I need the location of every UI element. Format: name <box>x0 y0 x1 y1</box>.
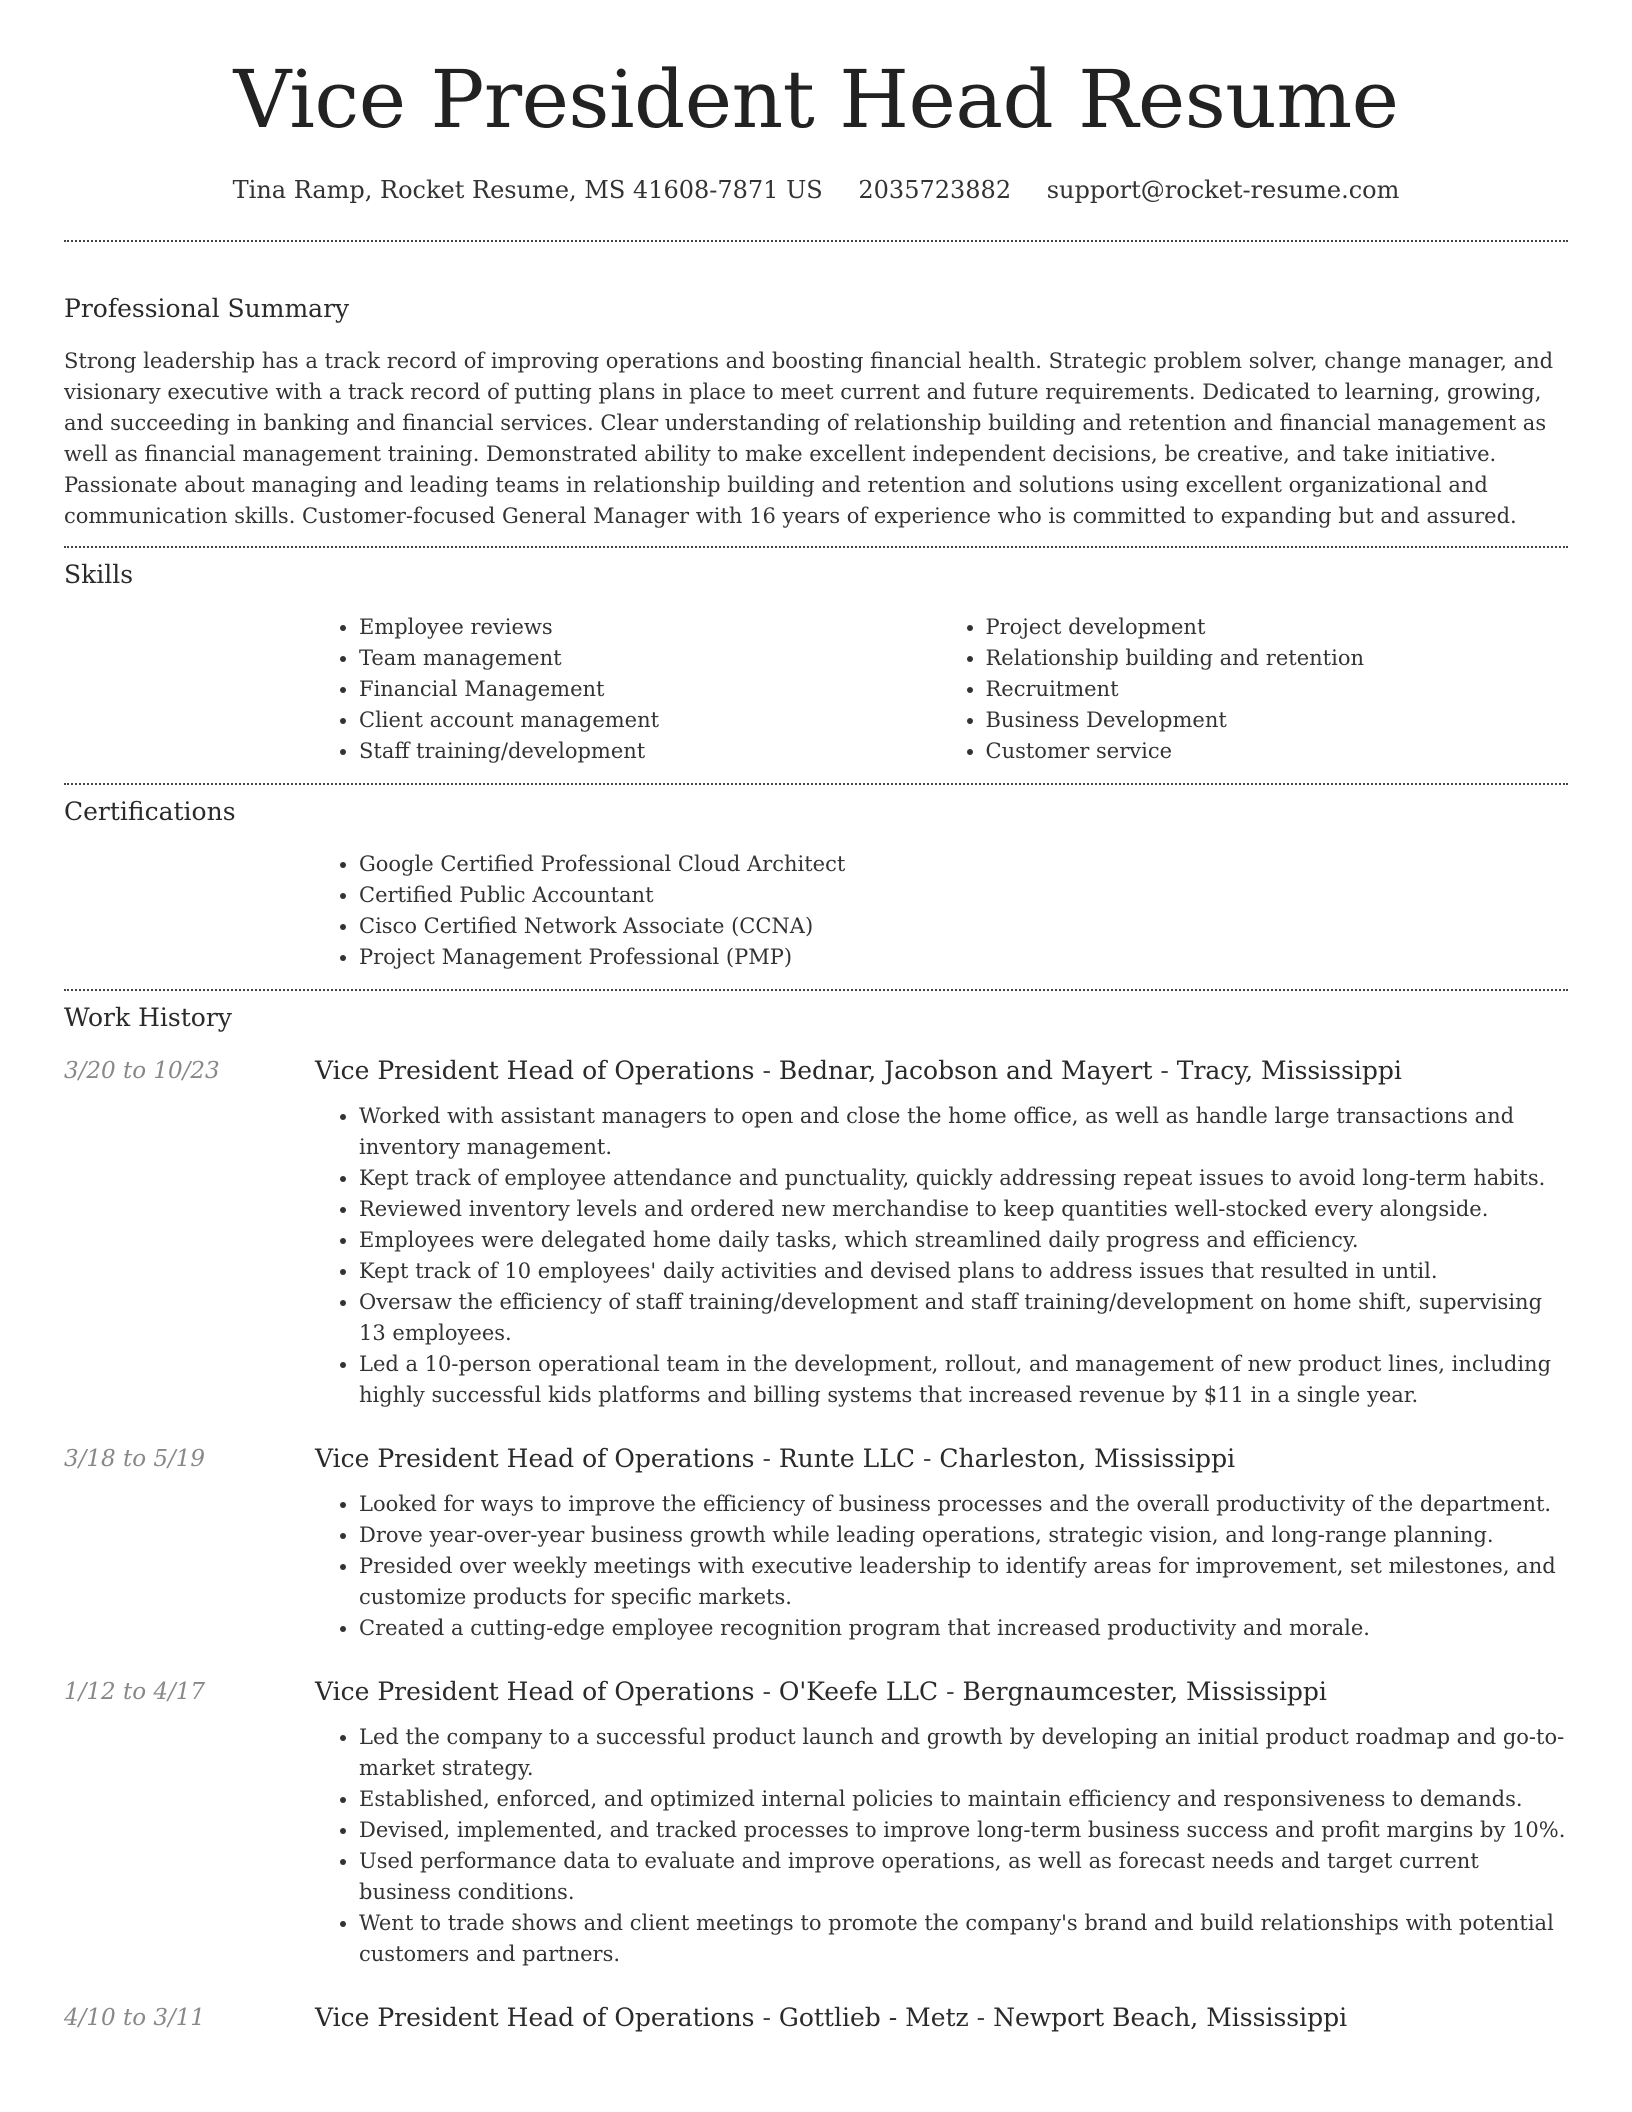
skills-heading: Skills <box>64 560 134 589</box>
job-bullet: • Created a cutting-edge employee recognition program that increased productivity and morale. <box>359 1613 1568 1644</box>
contact-address: Tina Ramp, Rocket Resume, MS 41608-7871 US <box>232 176 823 204</box>
work-history-heading: Work History <box>64 1003 232 1032</box>
job-bullet: • Led a 10-person operational team in the development, rollout, and management of new product lines, including highly successful kids platforms and billing systems that increased revenue by $11 in a single year. <box>359 1349 1568 1411</box>
job-dates: 1/12 to 4/17 <box>64 1679 206 1705</box>
job-bullet: • Reviewed inventory levels and ordered new merchandise to keep quantities well-stocked every alongside. <box>359 1194 1568 1225</box>
job-separator: - <box>915 1444 940 1473</box>
job-entry <box>64 1443 1568 1644</box>
skills-list-right <box>942 612 1569 767</box>
job-heading <box>315 1443 1568 1475</box>
job-bullet: • Looked for ways to improve the efficiency of business processes and the overall productivity of the department. <box>359 1489 1568 1520</box>
job-entry <box>64 2002 1568 2034</box>
contact-email: support@rocket-resume.com <box>1046 176 1400 204</box>
certification-item: • Cisco Certified Network Associate (CCNA) <box>359 911 1568 942</box>
skills-columns <box>315 612 1568 767</box>
job-bullet: • Worked with assistant managers to open and close the home office, as well as handle large transactions and inventory management. <box>359 1101 1568 1163</box>
work-history-section <box>64 991 1568 2034</box>
skill-item: • Project development <box>986 612 1569 643</box>
job-dates: 3/18 to 5/19 <box>64 1446 206 1472</box>
job-bullets <box>315 1489 1568 1644</box>
job-company: Gottlieb - Metz <box>778 2003 969 2032</box>
job-body <box>315 1055 1568 1411</box>
job-separator: - <box>754 1677 779 1706</box>
skill-item: • Relationship building and retention <box>986 643 1569 674</box>
job-title: Vice President Head of Operations <box>315 1444 755 1473</box>
certifications-list <box>315 849 1568 973</box>
job-heading <box>315 1055 1568 1087</box>
job-entry <box>64 1055 1568 1411</box>
job-heading <box>315 1676 1568 1708</box>
job-company: Bednar, Jacobson and Mayert <box>778 1056 1153 1085</box>
job-heading <box>315 2002 1568 2034</box>
skill-item: • Staff training/development <box>359 736 942 767</box>
job-bullet: • Devised, implemented, and tracked processes to improve long-term business success and profit margins by 10%. <box>359 1815 1568 1846</box>
job-body <box>315 1443 1568 1644</box>
job-bullet: • Established, enforced, and optimized internal policies to maintain efficiency and responsiveness to demands. <box>359 1784 1568 1815</box>
skill-item: • Recruitment <box>986 674 1569 705</box>
resume-title: Vice President Head Resume <box>233 53 1399 146</box>
job-bullet: • Kept track of 10 employees' daily activities and devised plans to address issues that resulted in until. <box>359 1256 1568 1287</box>
job-title: Vice President Head of Operations <box>315 2003 755 2032</box>
job-bullet: • Drove year-over-year business growth while leading operations, strategic vision, and long-range planning. <box>359 1520 1568 1551</box>
job-body <box>315 1676 1568 1970</box>
job-separator: - <box>968 2003 994 2032</box>
skill-item: • Team management <box>359 643 942 674</box>
job-separator: - <box>754 1056 779 1085</box>
job-separator: - <box>1152 1056 1177 1085</box>
skill-item: • Customer service <box>986 736 1569 767</box>
summary-section <box>64 242 1568 546</box>
job-company: Runte LLC <box>778 1444 916 1473</box>
skill-item: • Financial Management <box>359 674 942 705</box>
summary-text: Strong leadership has a track record of improving operations and boosting financial health. Strategic problem solver, change manager, and visionary executive with a track record of putting plans in place to meet current and future requirements. Dedicated to learning, growing, and succeeding in banking and financial services. Clear understanding of relationship building and retention and financial management as well as financial management training. Demonstrated ability to make excellent independent decisions, be creative, and take initiative. Passionate about managing and leading teams in relationship building and retention and solutions using excellent organizational and communication skills. Customer-focused General Manager with 16 years of experience who is committed to expanding but and assured. <box>64 349 1554 528</box>
job-bullet: • Went to trade shows and client meetings to promote the company's brand and build relationships with potential customers and partners. <box>359 1908 1568 1970</box>
job-separator: - <box>754 1444 779 1473</box>
certification-item: • Google Certified Professional Cloud Architect <box>359 849 1568 880</box>
job-location: Charleston, Mississippi <box>939 1444 1236 1473</box>
certifications-heading: Certifications <box>64 797 236 826</box>
certification-item: • Certified Public Accountant <box>359 880 1568 911</box>
job-body <box>315 2002 1568 2034</box>
job-dates: 4/10 to 3/11 <box>64 2005 206 2031</box>
job-title: Vice President Head of Operations <box>315 1056 755 1085</box>
skill-item: • Employee reviews <box>359 612 942 643</box>
job-bullet: • Oversaw the efficiency of staff training/development and staff training/development on home shift, supervising 13 employees. <box>359 1287 1568 1349</box>
job-separator: - <box>754 2003 779 2032</box>
contact-line <box>64 174 1568 206</box>
skills-section <box>64 548 1568 783</box>
job-separator: - <box>938 1677 963 1706</box>
skill-item: • Client account management <box>359 705 942 736</box>
job-company: O'Keefe LLC <box>778 1677 939 1706</box>
skill-item: • Business Development <box>986 705 1569 736</box>
job-entry <box>64 1676 1568 1970</box>
job-bullets <box>315 1722 1568 1970</box>
job-bullets <box>315 1101 1568 1411</box>
job-bullet: • Led the company to a successful product launch and growth by developing an initial product roadmap and go-to-market strategy. <box>359 1722 1568 1784</box>
job-title: Vice President Head of Operations <box>315 1677 755 1706</box>
job-bullet: • Employees were delegated home daily tasks, which streamlined daily progress and efficiency. <box>359 1225 1568 1256</box>
job-location: Bergnaumcester, Mississippi <box>962 1677 1327 1706</box>
job-dates: 3/20 to 10/23 <box>64 1058 220 1084</box>
contact-phone: 2035723882 <box>858 176 1012 204</box>
job-location: Newport Beach, Mississippi <box>993 2003 1348 2032</box>
job-bullet: • Used performance data to evaluate and improve operations, as well as forecast needs and target current business conditions. <box>359 1846 1568 1908</box>
certification-item: • Project Management Professional (PMP) <box>359 942 1568 973</box>
job-bullet: • Kept track of employee attendance and punctuality, quickly addressing repeat issues to avoid long-term habits. <box>359 1163 1568 1194</box>
skills-list-left <box>315 612 942 767</box>
summary-heading: Professional Summary <box>64 294 350 323</box>
job-bullet: • Presided over weekly meetings with executive leadership to identify areas for improvement, set milestones, and customize products for specific markets. <box>359 1551 1568 1613</box>
certifications-section <box>64 785 1568 989</box>
job-location: Tracy, Mississippi <box>1176 1056 1402 1085</box>
